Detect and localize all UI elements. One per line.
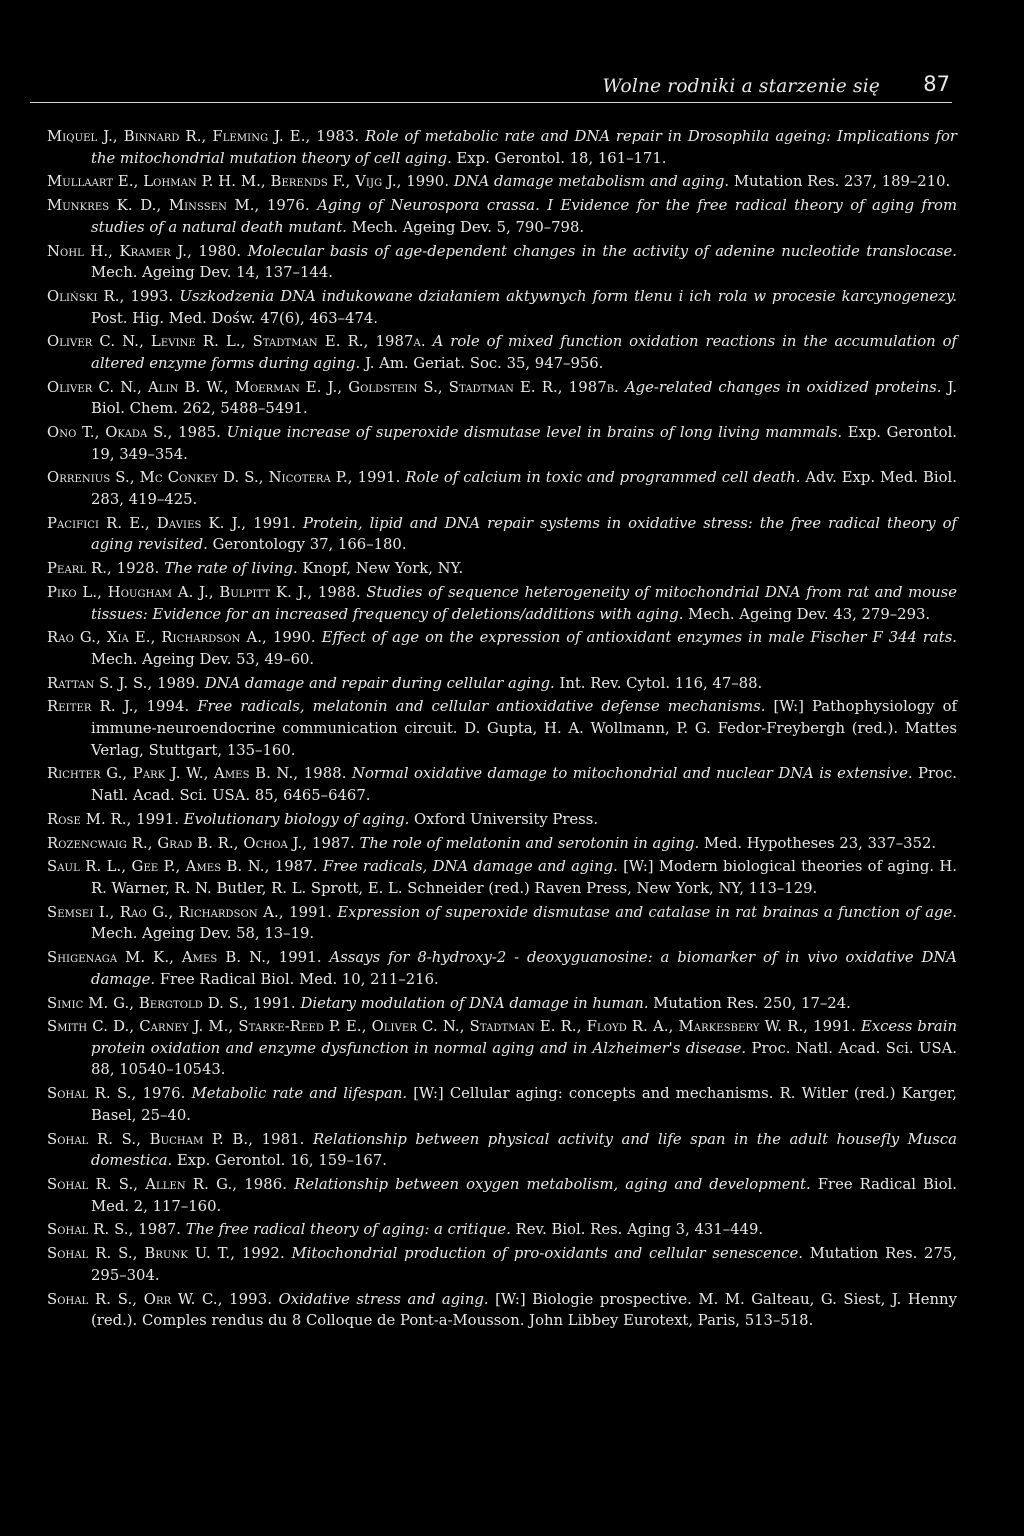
reference-authors: Orrenius S., Mc Conkey D. S., Nicotera P., 1991.	[47, 469, 401, 487]
reference-authors: Sohal R. S., 1976.	[47, 1085, 186, 1103]
reference-entry	[47, 171, 957, 193]
reference-source: Int. Rev. Cytol. 116, 47–88.	[559, 674, 763, 692]
reference-source: Mech. Ageing Dev. 5, 790–798.	[351, 218, 585, 236]
reference-title: Role of calcium in toxic and programmed cell death.	[405, 469, 801, 487]
reference-authors: Sohal R. S., Bucham P. B., 1981.	[47, 1130, 305, 1148]
reference-title: DNA damage and repair during cellular aging.	[204, 674, 555, 692]
reference-title: The free radical theory of aging: a critique.	[185, 1221, 511, 1239]
reference-source: Mech. Ageing Dev. 43, 279–293.	[688, 605, 931, 623]
reference-title: DNA damage metabolism and aging.	[453, 173, 730, 191]
reference-authors: Piko L., Hougham A. J., Bulpitt K. J., 1988.	[47, 583, 361, 601]
reference-entry	[47, 377, 957, 420]
reference-source: Med. Hypotheses 23, 337–352.	[703, 834, 937, 852]
reference-entry	[47, 627, 957, 670]
reference-title: Relationship between oxygen metabolism, aging and development.	[294, 1176, 811, 1193]
reference-authors: Saul R. L., Gee P., Ames B. N., 1987.	[47, 858, 318, 876]
reference-entry	[47, 331, 957, 374]
reference-title: Metabolic rate and lifespan.	[191, 1085, 408, 1103]
reference-authors: Shigenaga M. K., Ames B. N., 1991.	[47, 949, 322, 967]
reference-entry	[47, 558, 957, 580]
reference-authors: Oliver C. N., Levine R. L., Stadtman E. R., 1987a.	[47, 333, 426, 351]
reference-source: Mutation Res. 275, 295–304.	[91, 1245, 957, 1284]
reference-authors: Ono T., Okada S., 1985.	[47, 424, 221, 442]
reference-source: Gerontology 37, 166–180.	[212, 536, 407, 554]
reference-authors: Richter G., Park J. W., Ames B. N., 1988.	[47, 765, 347, 783]
reference-source: Mech. Ageing Dev. 53, 49–60.	[91, 650, 315, 668]
reference-authors: Munkres K. D., Minssen M., 1976.	[47, 197, 310, 215]
reference-entry	[47, 1289, 957, 1332]
reference-source: Post. Hig. Med. Dośw. 47(6), 463–474.	[91, 309, 378, 327]
reference-authors: Sohal R. S., Allen R. G., 1986.	[47, 1176, 288, 1193]
reference-authors: Rattan S. J. S., 1989.	[47, 674, 200, 692]
reference-entry	[47, 1243, 957, 1286]
reference-authors: Semsei I., Rao G., Richardson A., 1991.	[47, 903, 332, 921]
reference-entry	[47, 1174, 957, 1217]
reference-entry	[47, 241, 957, 284]
reference-authors: Oliver C. N., Alin B. W., Moerman E. J., Goldstein S., Stadtman E. R., 1987b.	[47, 378, 619, 396]
reference-source: Free Radical Biol. Med. 10, 211–216.	[159, 970, 439, 988]
reference-title: Excess brain protein oxidation and enzyme dysfunction in normal aging and in Alzheimer's disease.	[91, 1018, 957, 1057]
reference-source: Mech. Ageing Dev. 14, 137–144.	[91, 264, 333, 282]
reference-entry	[47, 763, 957, 806]
reference-entry	[47, 856, 957, 899]
reference-source: [W:] Modern biological theories of aging. H. R. Warner, R. N. Butler, R. L. Sprott, E. L. Schneider (red.) Raven Press, New York, NY, 113–129.	[91, 858, 957, 897]
reference-entry	[47, 582, 957, 625]
reference-authors: Rozencwaig R., Grad B. R., Ochoa J., 1987.	[47, 834, 355, 852]
reference-entry	[47, 513, 957, 556]
reference-title: Relationship between physical activity and life span in the adult housefly Musca domestica.	[91, 1130, 957, 1170]
reference-source: Mech. Ageing Dev. 58, 13–19.	[91, 925, 315, 943]
reference-source: Adv. Exp. Med. Biol. 283, 419–425.	[91, 469, 957, 508]
reference-title: The rate of living.	[164, 560, 298, 578]
reference-title: Studies of sequence heterogeneity of mitochondrial DNA from rat and mouse tissues: Evidence for an increased frequency of deletions/additions with aging.	[91, 583, 957, 623]
running-title: Wolne rodniki a starzenie się	[602, 76, 880, 97]
reference-authors: Pacifici R. E., Davies K. J., 1991.	[47, 514, 297, 532]
reference-entry	[47, 673, 957, 695]
reference-title: Expression of superoxide dismutase and catalase in rat brainas a function of age.	[337, 903, 957, 921]
reference-entry	[47, 1219, 957, 1241]
reference-authors: Mullaart E., Lohman P. H. M., Berends F., Vijg J., 1990.	[47, 173, 450, 191]
reference-entry	[47, 833, 957, 855]
reference-title: Aging of Neurospora crassa. I Evidence for the free radical theory of aging from studies of a natural death mutant.	[91, 197, 957, 236]
reference-source: J. Am. Geriat. Soc. 35, 947–956.	[364, 354, 604, 372]
reference-authors: Simic M. G., Bergtold D. S., 1991.	[47, 994, 296, 1012]
reference-title: The role of melatonin and serotonin in aging.	[359, 834, 700, 852]
reference-authors: Pearl R., 1928.	[47, 560, 160, 578]
reference-entry	[47, 286, 957, 329]
reference-title: A role of mixed function oxidation reactions in the accumulation of altered enzyme forms during aging.	[91, 333, 957, 372]
reference-title: Effect of age on the expression of antioxidant enzymes in male Fischer F 344 rats.	[321, 629, 957, 647]
reference-list	[47, 126, 957, 1334]
reference-authors: Sohal R. S., Brunk U. T., 1992.	[47, 1245, 285, 1263]
reference-source: Knopf, New York, NY.	[302, 560, 464, 578]
reference-source: Exp. Gerontol. 16, 159–167.	[176, 1152, 387, 1170]
reference-entry	[47, 126, 957, 169]
reference-entry	[47, 993, 957, 1015]
reference-title: Evolutionary biology of aging.	[183, 810, 410, 828]
reference-entry	[47, 195, 957, 238]
reference-title: Normal oxidative damage to mitochondrial and nuclear DNA is extensive.	[352, 765, 913, 783]
reference-entry	[47, 1083, 957, 1126]
reference-entry	[47, 809, 957, 831]
reference-title: Oxidative stress and aging.	[278, 1290, 489, 1308]
reference-title: Protein, lipid and DNA repair systems in oxidative stress: the free radical theory of aging revisited.	[91, 514, 957, 554]
reference-source: [W:] Pathophysiology of immune-neuroendocrine communication circuit. D. Gupta, H. A. Wollmann, P. G. Fedor-Freybergh (red.). Mattes Verlag, Stuttgart, 135–160.	[91, 698, 957, 759]
reference-source: J. Biol. Chem. 262, 5488–5491.	[91, 378, 957, 418]
reference-entry	[47, 902, 957, 945]
reference-entry	[47, 467, 957, 510]
reference-authors: Rose M. R., 1991.	[47, 810, 180, 828]
reference-authors: Miquel J., Binnard R., Fleming J. E., 1983.	[47, 128, 360, 145]
reference-source: Proc. Natl. Acad. Sci. USA. 88, 10540–10543.	[91, 1039, 957, 1079]
reference-source: Free Radical Biol. Med. 2, 117–160.	[91, 1176, 957, 1215]
reference-entry	[47, 1129, 957, 1172]
reference-source: [W:] Biologie prospective. M. M. Galteau, G. Siest, J. Henny (red.). Comples rendus du 8 Colloque de Pont-a-Mousson. John Libbey Eurotext, Paris, 513–518.	[91, 1290, 957, 1330]
page-number: 87	[923, 72, 950, 96]
reference-source: Exp. Gerontol. 19, 349–354.	[91, 424, 958, 463]
reference-authors: Reiter R. J., 1994.	[47, 698, 190, 716]
reference-title: Free radicals, melatonin and cellular antioxidative defense mechanisms.	[197, 698, 766, 716]
reference-source: [W:] Cellular aging: concepts and mechanisms. R. Witler (red.) Karger, Basel, 25–40.	[91, 1085, 957, 1124]
reference-source: Exp. Gerontol. 18, 161–171.	[456, 149, 667, 167]
reference-authors: Sohal R. S., Orr W. C., 1993.	[47, 1290, 273, 1308]
reference-title: Assays for 8-hydroxy-2 - deoxyguanosine: a biomarker of in vivo oxidative DNA damage.	[91, 949, 957, 988]
reference-source: Proc. Natl. Acad. Sci. USA. 85, 6465–6467.	[91, 765, 957, 805]
reference-title: Dietary modulation of DNA damage in human.	[300, 994, 649, 1012]
reference-title: Unique increase of superoxide dismutase level in brains of long living mammals.	[226, 424, 843, 442]
reference-source: Rev. Biol. Res. Aging 3, 431–449.	[515, 1221, 764, 1239]
reference-title: Role of metabolic rate and DNA repair in Drosophila ageing: Implications for the mitochondrial mutation theory of cell aging.	[91, 128, 957, 167]
reference-title: Age-related changes in oxidized proteins.	[624, 378, 942, 396]
reference-entry	[47, 1016, 957, 1081]
reference-entry	[47, 947, 957, 990]
reference-entry	[47, 422, 957, 465]
reference-title: Molecular basis of age-dependent changes in the activity of adenine nucleotide translocase.	[247, 242, 957, 260]
reference-source: Oxford University Press.	[414, 810, 599, 828]
reference-authors: Oliński R., 1993.	[47, 287, 174, 305]
reference-authors: Nohl H., Kramer J., 1980.	[47, 242, 242, 260]
reference-title: Mitochondrial production of pro-oxidants and cellular senescence.	[291, 1245, 803, 1263]
reference-source: Mutation Res. 237, 189–210.	[733, 173, 951, 191]
reference-entry	[47, 696, 957, 761]
reference-authors: Rao G., Xia E., Richardson A., 1990.	[47, 629, 316, 647]
running-header	[30, 70, 952, 103]
reference-title: Uszkodzenia DNA indukowane działaniem aktywnych form tlenu i ich rola w procesie karcynogenezy.	[179, 287, 957, 305]
reference-authors: Sohal R. S., 1987.	[47, 1221, 182, 1239]
reference-authors: Smith C. D., Carney J. M., Starke-Reed P. E., Oliver C. N., Stadtman E. R., Floyd R. A., Markesbery W. R., 1991.	[47, 1018, 856, 1036]
reference-title: Free radicals, DNA damage and aging.	[322, 858, 618, 876]
reference-source: Mutation Res. 250, 17–24.	[653, 994, 851, 1012]
